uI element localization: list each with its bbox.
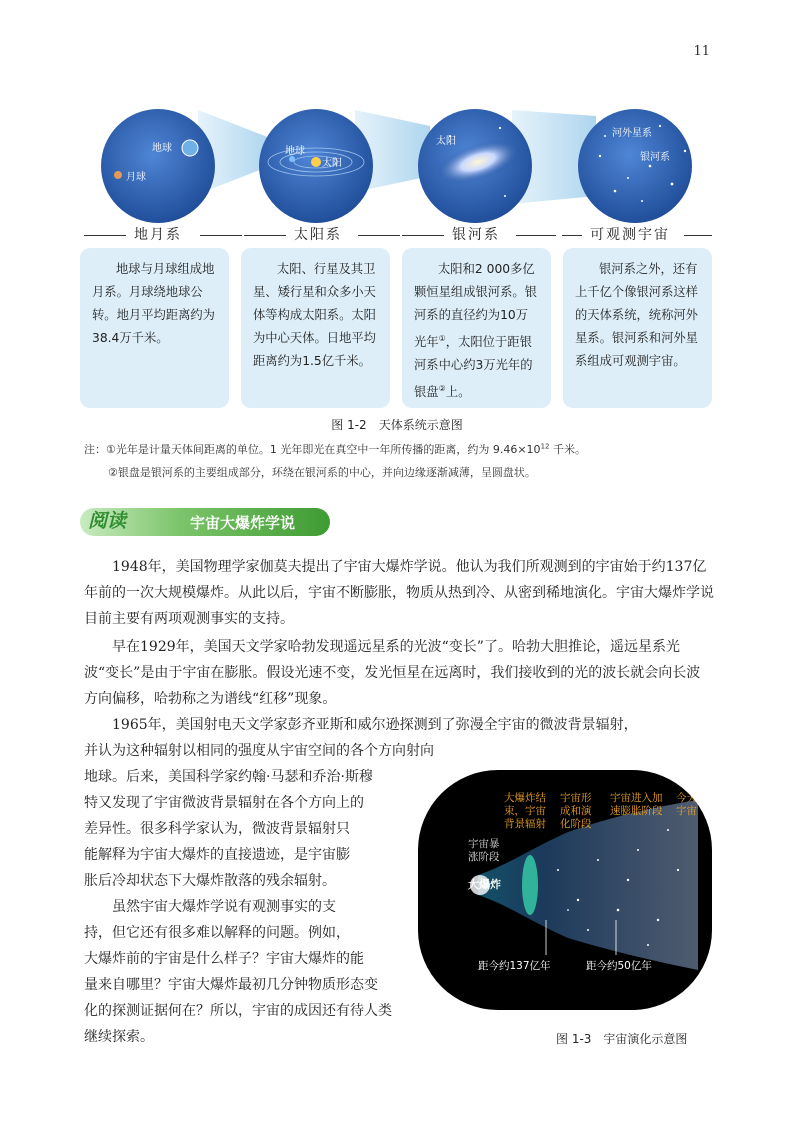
card-earth-moon — [80, 248, 229, 408]
paragraph-4-line: 继续探索。 — [84, 1029, 154, 1045]
moon-icon — [114, 171, 122, 179]
stage-label-2: 宇宙形 成和演 化阶段 — [560, 792, 592, 830]
paragraph-1-text: 1948年，美国物理学家伽莫夫提出了宇宙大爆炸学说。他认为我们所观测到的宇宙始于约137亿年前的一次大规模爆炸。从此以后，宇宙不断膨胀，物质从热到冷、从密到稀地演化。宇宙大爆炸学说目前主要有两项观测事实的支持。 — [84, 559, 714, 627]
paragraph-3-line: 能解释为宇宙大爆炸的直接遗迹，是宇宙膨 — [84, 847, 350, 863]
figure-1-2-caption: 图 1-2 天体系统示意图 — [331, 418, 463, 432]
system-labels — [0, 224, 794, 246]
universe-evolution-figure — [418, 770, 712, 1010]
sun-icon — [311, 157, 321, 167]
sun-label-3: 太阳 — [436, 136, 456, 147]
paragraph-3-line: 胀后冷却状态下大爆炸散落的残余辐射。 — [84, 873, 336, 889]
age-label-137: 距今约137亿年 — [478, 960, 551, 972]
paragraph-4-line: 化的探测证据何在？所以，宇宙的成因还有待人类 — [84, 1003, 392, 1019]
paragraph-2 — [84, 634, 714, 712]
card-text: 银河系之外，还有上千亿个像银河系这样的天体系统，统称河外星系。银河系和河外星系组成可观测宇宙。 — [575, 262, 698, 368]
card-text: 地球与月球组成地月系。月球绕地球公转。地月平均距离约为38.4万千米。 — [92, 262, 215, 345]
card-text-a: 太阳和2 000多亿颗恒星组成银河系。银河系的直径约为10万光年 — [414, 262, 537, 350]
system-label-solar: 太阳系 — [294, 227, 342, 243]
footnote-1-suffix: 千米。 — [549, 443, 586, 456]
reading-title: 宇宙大爆炸学说 — [190, 514, 296, 532]
system-cards — [80, 248, 712, 408]
background-radiation-ring — [522, 855, 538, 915]
sun-label: 太阳 — [322, 158, 342, 169]
footnote-1 — [84, 441, 586, 457]
page-number: 11 — [693, 44, 710, 59]
earth-label-2: 地球 — [285, 146, 305, 157]
moon-label: 月球 — [126, 172, 146, 183]
footnote-2: ②银盘是银河系的主要组成部分，环绕在银河系的中心，并向边缘逐渐减薄，呈圆盘状。 — [108, 466, 536, 479]
earth-icon — [182, 140, 198, 156]
paragraph-4 — [84, 894, 392, 1050]
paragraph-1 — [84, 554, 714, 632]
paragraph-3-line: 并认为这种辐射以相同的强度从宇宙空间的各个方向射向 — [84, 743, 434, 759]
paragraph-3-line: 特又发现了宇宙微波背景辐射在各个方向上的 — [84, 795, 364, 811]
card-solar — [241, 248, 390, 408]
paragraph-3-line: 差异性。很多科学家认为，微波背景辐射只 — [84, 821, 350, 837]
reading-tag: 阅读 — [88, 510, 127, 532]
stage-label-4: 今天的 宇宙 — [676, 792, 708, 817]
milky-way-label: 银河系 — [640, 152, 670, 163]
system-label-earth-moon: 地月系 — [134, 227, 182, 243]
paragraph-4-line: 持，但它还有很多难以解释的问题。例如， — [84, 925, 350, 941]
extragalactic-label: 河外星系 — [612, 128, 652, 139]
footnote-ref-2: ② — [438, 384, 446, 394]
paragraph-4-line: 大爆炸前的宇宙是什么样子？宇宙大爆炸的能 — [84, 951, 364, 967]
card-text-b: ，太阳位于距银河系中心约3万光年的银盘 — [414, 335, 533, 400]
figure-1-3-caption: 图 1-3 宇宙演化示意图 — [556, 1032, 688, 1046]
paragraph-3-line: 1965年，美国射电天文学家彭齐亚斯和威尔逊探测到了弥漫全宇宙的微波背景辐射， — [112, 717, 638, 733]
celestial-systems-diagram — [0, 96, 794, 236]
earth-label: 地球 — [152, 143, 172, 154]
big-bang-label: 大爆炸 — [468, 878, 501, 891]
paragraph-4-line: 虽然宇宙大爆炸学说有观测事实的支 — [112, 899, 336, 915]
stage-label-1: 大爆炸结 束，宇宙 背景辐射 — [504, 792, 546, 830]
paragraph-3-line: 地球。后来，美国科学家约翰·马瑟和乔治·斯穆 — [84, 769, 373, 785]
age-label-50: 距今约50亿年 — [586, 960, 652, 972]
paragraph-4-line: 量来自哪里？宇宙大爆炸最初几分钟物质形态变 — [84, 977, 378, 993]
footnote-ref-1: ① — [438, 334, 446, 343]
footnote-1-exponent: 12 — [540, 442, 550, 451]
reading-header — [80, 508, 330, 536]
card-text-c: 上。 — [445, 385, 471, 400]
earth-moon-circle — [101, 109, 215, 223]
stage-label-3: 宇宙进入加 速膨胀阶段 — [610, 792, 663, 817]
card-observable — [563, 248, 712, 408]
system-label-observable: 可观测宇宙 — [590, 227, 670, 243]
system-label-milky-way: 银河系 — [452, 227, 500, 243]
footnote-1-text: 注：①光年是计量天体间距离的单位。1 光年即光在真空中一年所传播的距离，约为 9.46×10 — [84, 443, 541, 456]
observable-universe-circle — [578, 109, 692, 223]
card-text: 太阳、行星及其卫星、矮行星和众多小天体等构成太阳系。太阳为中心天体。日地平均距离约为1.5亿千米。 — [253, 262, 376, 368]
card-milky-way — [402, 248, 551, 408]
inflation-label: 宇宙暴 涨阶段 — [468, 838, 500, 863]
paragraph-2-text: 早在1929年，美国天文学家哈勃发现遥远星系的光波“变长”了。哈勃大胆推论，遥远星系光波“变长”是由于宇宙在膨胀。假设光速不变，发光恒星在远离时，我们接收到的光的波长就会向长波方向偏移，哈勃称之为谱线“红移”现象。 — [84, 639, 701, 707]
